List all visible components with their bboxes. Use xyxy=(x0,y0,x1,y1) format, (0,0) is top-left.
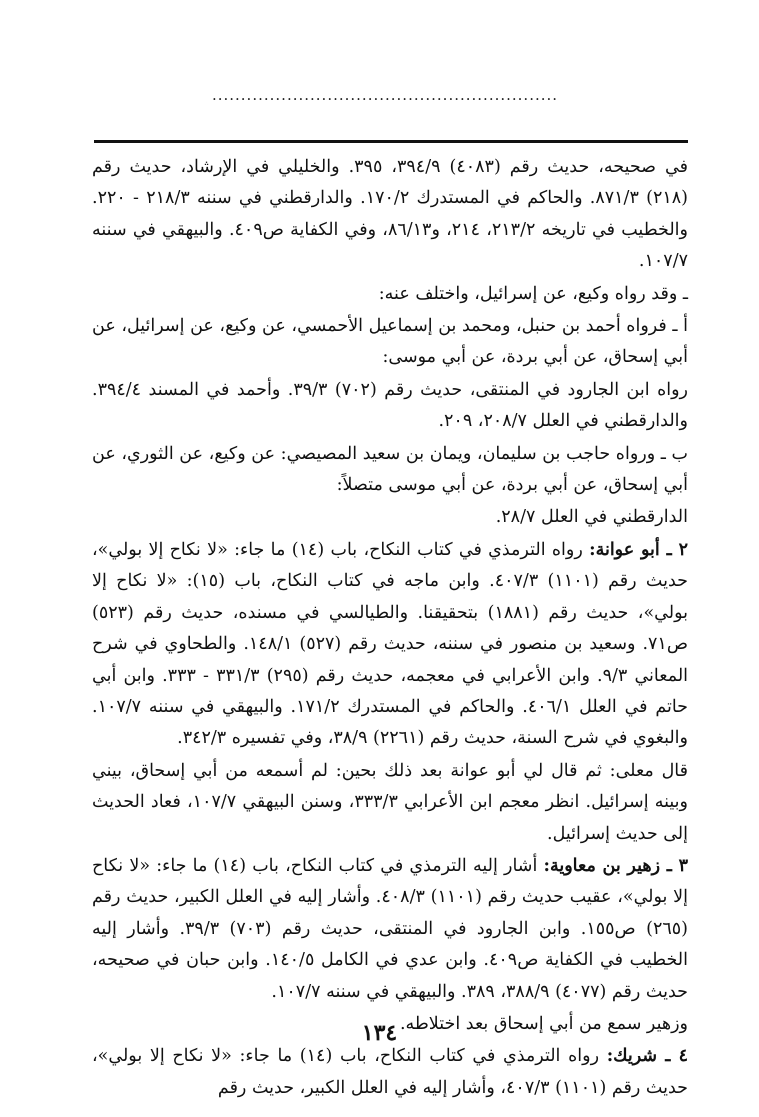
narrator-heading: ٣ ـ زهير بن معاوية: xyxy=(543,855,688,876)
paragraph: ـ وقد رواه وكيع، عن إسرائيل، واختلف عنه: xyxy=(378,283,688,304)
paragraph: ب ـ ورواه حاجب بن سليمان، ويمان بن سعيد المصيصي: عن وكيع، عن الثوري، عن أبي إسحاق، عن أبي بردة، عن أبي موسى متصلاً: xyxy=(92,443,688,496)
narrator-entry-sharik: ٤ ـ شريك: رواه الترمذي في كتاب النكاح، باب (١٤) ما جاء: «لا نكاح إلا بولي»، حديث رقم (١١٠١) ٤٠٧/٣، وأشار إليه في العلل الكبير، حديث رقم xyxy=(92,1046,688,1098)
header-rule xyxy=(94,140,688,143)
paragraph: أ ـ فرواه أحمد بن حنبل، ومحمد بن إسماعيل الأحمسي، عن وكيع، عن إسرائيل، عن أبي إسحاق، عن أبي بردة، عن أبي موسى: xyxy=(92,316,688,368)
footnote-body xyxy=(92,152,688,1105)
paragraph: رواه ابن الجارود في المنتقى، حديث رقم (٧٠٢) ٣٩/٣. وأحمد في المسند ٣٩٤/٤. والدارقطني في العلل ٢٠٨/٧، ٢٠٩. xyxy=(92,379,689,432)
paragraph: وزهير سمع من أبي إسحاق بعد اختلاطه. xyxy=(399,1013,688,1034)
narrator-entry-abu-awana: ٢ ـ أبو عوانة: رواه الترمذي في كتاب النكاح، باب (١٤) ما جاء: «لا نكاح إلا بولي»، حديث رقم (١١٠١) ٤٠٧/٣. وابن ماجه في كتاب النكاح، باب (١٥): «لا نكاح إلا بولي»، حديث رقم (١٨٨١) بتحقيقنا. والطيالسي في مسنده، حديث رقم (٥٢٣) ص٧١. وسعيد بن منصور في سننه، حديث رقم (٥٢٧) ١٤٨/١. والطحاوي في شرح المعاني ٩/٣. وابن الأعرابي في معجمه، حديث رقم (٢٩٥) ٣٣١/٣ - ٣٣٣. وابن أبي حاتم في العلل ٤٠٦/١. والحاكم في المستدرك ١٧١/٢. والبيهقي في سننه ١٠٧/٧. والبغوي في شرح السنة، حديث رقم (٢٢٦١) ٣٨/٩، وفي تفسيره ٣٤٢/٣. xyxy=(92,539,689,749)
narrator-heading: ٤ ـ شريك: xyxy=(606,1046,688,1067)
narrator-entry-zuhayr: ٣ ـ زهير بن معاوية: أشار إليه الترمذي في كتاب النكاح، باب (١٤) ما جاء: «لا نكاح إلا بولي»، عقيب حديث رقم (١١٠١) ٤٠٨/٣. وأشار إليه في العلل الكبير، حديث رقم (٢٦٥) ص١٥٥. وابن الجارود في المنتقى، حديث رقم (٧٠٣) ٣٩/٣. وأشار إليه الخطيب في الكفاية ص٤٠٩. وابن عدي في الكامل ١٤٠/٥. وابن حبان في صحيحه، حديث رقم (٤٠٧٧) ٣٨٨/٩، ٣٨٩. والبيهقي في سننه ١٠٧/٧. xyxy=(92,855,689,1002)
page-number: ١٣٤ xyxy=(361,1020,398,1046)
paragraph: قال معلى: ثم قال لي أبو عوانة بعد ذلك بحين: لم أسمعه من أبي إسحاق، بيني وبينه إسرائيل. انظر معجم ابن الأعرابي ٣٣٣/٣، وسنن البيهقي ١٠٧/٧، فعاد الحديث إلى حديث إسرائيل. xyxy=(92,760,689,844)
narrator-heading: ٢ ـ أبو عوانة: xyxy=(589,539,688,560)
paragraph: في صحيحه، حديث رقم (٤٠٨٣) ٣٩٤/٩، ٣٩٥. والخليلي في الإرشاد، حديث رقم (٢١٨) ٨٧١/٣. والحاكم في المستدرك ١٧٠/٢. والدارقطني في سننه ٢١٨/٣ - ٢٢٠. والخطيب في تاريخه ٢١٣/٢، ٢١٤، و٨٦/١٣، وفي الكفاية ص٤٠٩. والبيهقي في سننه ١٠٧/٧. xyxy=(92,157,688,272)
paragraph: الدارقطني في العلل ٢٨/٧. xyxy=(495,507,688,528)
header-dotted-line: ............................................................ xyxy=(211,86,559,104)
